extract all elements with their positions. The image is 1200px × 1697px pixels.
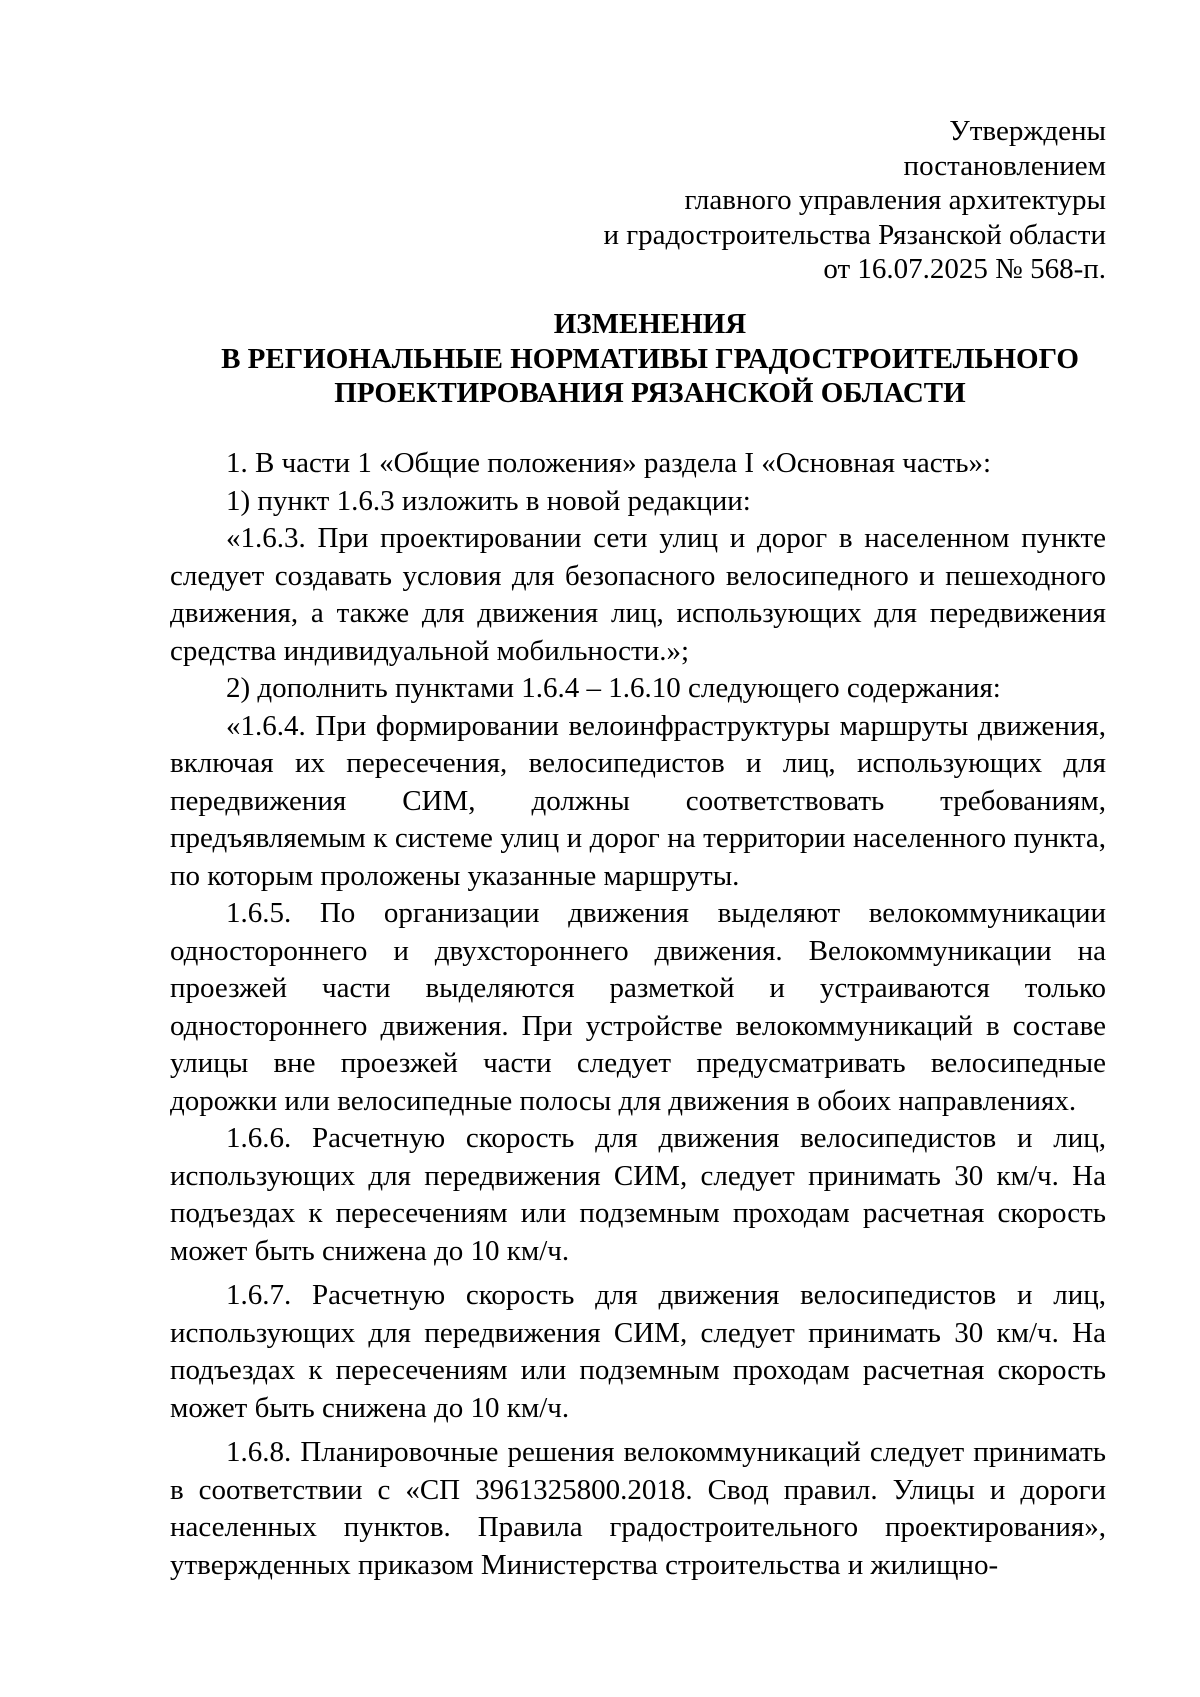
paragraph-5: «1.6.4. При формировании велоинфраструктуры маршруты движения, включая их пересечения, велосипедистов и лиц, использующих для передвижения СИМ, должны соответствовать требованиям, предъявляемым к системе улиц и дорог на территории населенного пункта, по которым проложены указанные маршруты. bbox=[170, 709, 1106, 892]
title-line-2: В РЕГИОНАЛЬНЫЕ НОРМАТИВЫ ГРАДОСТРОИТЕЛЬНОГО bbox=[221, 342, 1079, 375]
document-body bbox=[170, 445, 1106, 1584]
approval-line-1: Утверждены bbox=[949, 115, 1106, 147]
approval-block bbox=[406, 114, 1106, 287]
approval-line-2: постановлением bbox=[903, 149, 1106, 182]
title-line-3: ПРОЕКТИРОВАНИЯ РЯЗАНСКОЙ ОБЛАСТИ bbox=[334, 377, 966, 409]
paragraph-1: 1. В части 1 «Общие положения» раздела I «Основная часть»: bbox=[226, 447, 992, 479]
approval-line-5: от 16.07.2025 № 568-п. bbox=[823, 253, 1106, 285]
paragraph-4: 2) дополнить пунктами 1.6.4 – 1.6.10 следующего содержания: bbox=[226, 672, 1001, 704]
document-title bbox=[100, 307, 1200, 411]
paragraph-3: «1.6.3. При проектировании сети улиц и дорог в населенном пункте следует создавать условия для безопасного велосипедного и пешеходного движения, а также для движения лиц, использующих для передвижения средства индивидуальной мобильности.»; bbox=[170, 522, 1106, 667]
approval-line-4: и градостроительства Рязанской области bbox=[603, 218, 1106, 251]
paragraph-8: 1.6.7. Расчетную скорость для движения велосипедистов и лиц, использующих для передвижения СИМ, следует принимать 30 км/ч. На подъездах к пересечениям или подземным проходам расчетная скорость может быть снижена до 10 км/ч. bbox=[170, 1279, 1106, 1424]
title-line-1: ИЗМЕНЕНИЯ bbox=[553, 308, 747, 340]
approval-line-3: главного управления архитектуры bbox=[684, 184, 1106, 216]
paragraph-6: 1.6.5. По организации движения выделяют велокоммуникации одностороннего и двухстороннего движения. Велокоммуникации на проезжей части выделяются разметкой и устраиваются только одностороннего движения. При устройстве велокоммуникаций в составе улицы вне проезжей части следует предусматривать велосипедные дорожки или велосипедные полосы для движения в обоих направлениях. bbox=[170, 897, 1106, 1117]
paragraph-2: 1) пункт 1.6.3 изложить в новой редакции: bbox=[226, 484, 751, 517]
paragraph-9: 1.6.8. Планировочные решения велокоммуникаций следует принимать в соответствии с «СП 3961325800.2018. Свод правил. Улицы и дороги населенных пунктов. Правила градостроительного проектирования», утвержденных приказом Министерства строительства и жилищно- bbox=[170, 1436, 1106, 1581]
paragraph-7: 1.6.6. Расчетную скорость для движения велосипедистов и лиц, использующих для передвижения СИМ, следует принимать 30 км/ч. На подъездах к пересечениям или подземным проходам расчетная скорость может быть снижена до 10 км/ч. bbox=[170, 1122, 1106, 1267]
